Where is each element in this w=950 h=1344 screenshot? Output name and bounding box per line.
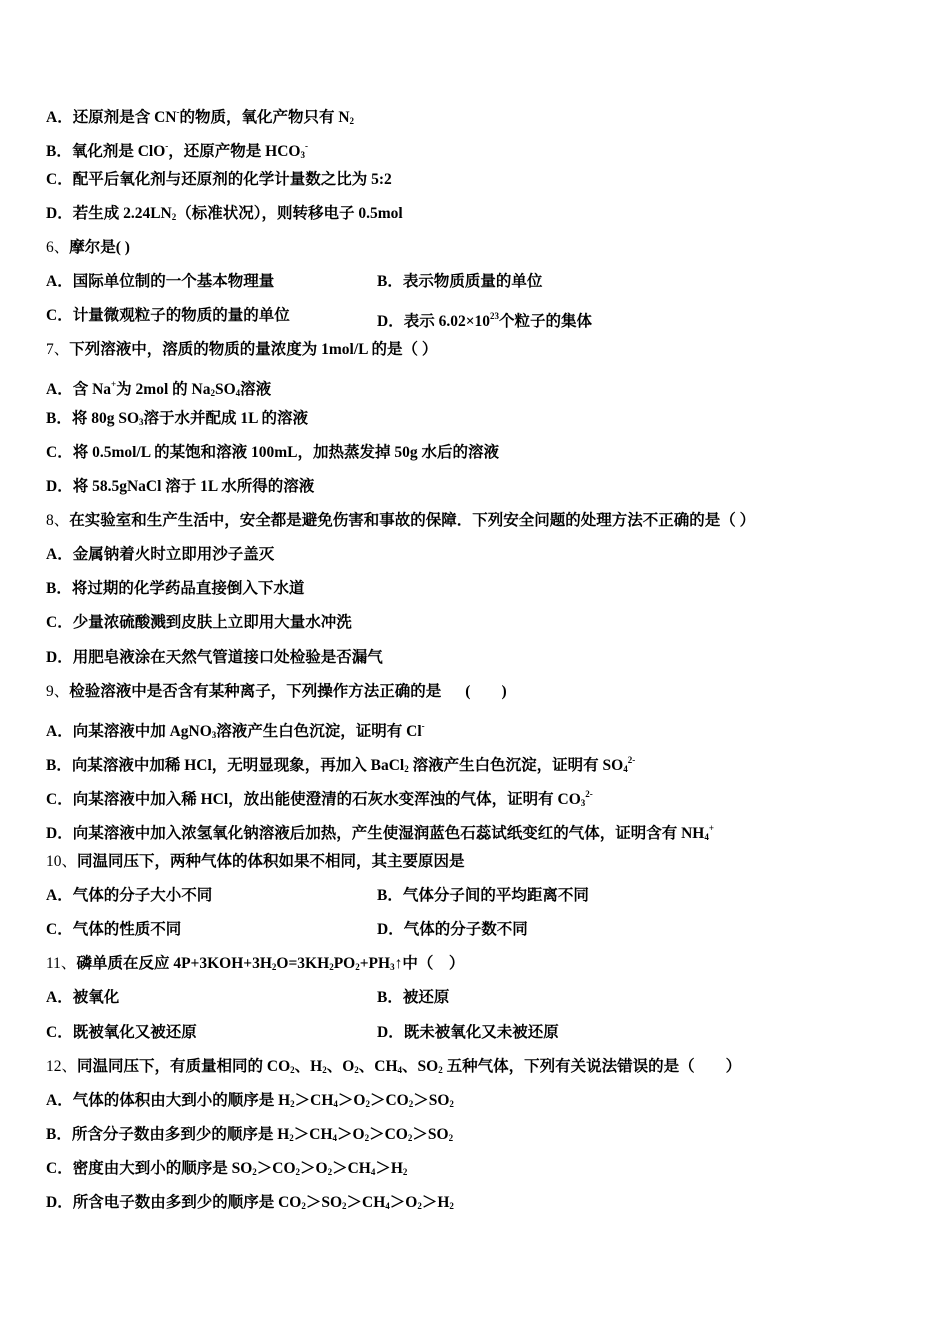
- text: 、CH: [358, 1058, 398, 1075]
- superscript: -: [304, 141, 308, 151]
- subscript: 2: [271, 962, 277, 972]
- text: D．向某溶液中加入浓氢氧化钠溶液后加热，产生使湿润蓝色石蕊试纸变红的气体，证明含有 NH: [46, 825, 705, 842]
- question-number: 8、: [46, 512, 70, 529]
- q9-option-d: [46, 818, 714, 847]
- superscript: 23: [490, 311, 500, 321]
- text: ＞CO: [256, 1160, 296, 1177]
- subscript: 4: [623, 764, 628, 774]
- text: B．将 80g SO: [46, 410, 140, 427]
- subscript: 4: [332, 1133, 338, 1143]
- text: ＞O: [300, 1160, 328, 1177]
- text: ＞CH: [294, 1092, 334, 1109]
- q5-option-b: [46, 136, 308, 165]
- subscript: 2: [408, 1099, 414, 1109]
- q7-option-b: [46, 409, 308, 432]
- text: A．气体的体积由大到小的顺序是 H: [46, 1092, 291, 1109]
- answer-bracket: ( ): [465, 683, 507, 700]
- text: ＞SO: [412, 1126, 449, 1143]
- text: 、O: [326, 1058, 355, 1075]
- text: B．向某溶液中加稀 HCl，无明显现象，再加入 BaCl: [46, 757, 405, 774]
- question-text: [76, 955, 464, 972]
- q5-option-c: C．配平后氧化剂与还原剂的化学计量数之比为 5:2: [46, 171, 392, 188]
- subscript: 2: [210, 388, 215, 398]
- subscript: 2: [171, 212, 177, 222]
- text: +PH: [359, 955, 391, 972]
- text: B．所含分子数由多到少的顺序是 H: [46, 1126, 290, 1143]
- text: ＞H: [375, 1160, 403, 1177]
- subscript: 2: [365, 1099, 370, 1109]
- q6-option-d: [377, 306, 592, 332]
- q11-option-c: C．既被氧化又被还原: [46, 1024, 197, 1041]
- text: ＞O: [389, 1194, 418, 1211]
- subscript: 2: [322, 1065, 327, 1075]
- q10-stem: [46, 852, 465, 872]
- subscript: 3: [390, 962, 395, 972]
- q12-option-c: [46, 1159, 407, 1182]
- text: 溶于水并配成 1L 的溶液: [143, 410, 308, 427]
- subscript: 2: [290, 1065, 295, 1075]
- subscript: 2: [327, 1167, 333, 1177]
- subscript: 4: [370, 1167, 376, 1177]
- text: ＞CH: [293, 1126, 333, 1143]
- text: ＞CO: [369, 1126, 408, 1143]
- q12-option-b: [46, 1125, 453, 1148]
- subscript: 2: [252, 1167, 257, 1177]
- subscript: 4: [235, 388, 241, 398]
- q11-stem: [46, 954, 464, 977]
- subscript: 2: [355, 962, 360, 972]
- subscript: 2: [448, 1133, 454, 1143]
- q11-option-b: B．被还原: [377, 989, 450, 1006]
- q8-option-a: A．金属钠着火时立即用沙子盖灭: [46, 546, 275, 563]
- text: 溶液产生白色沉淀，证明有 Cl: [216, 723, 422, 740]
- question-text: 同温同压下，两种气体的体积如果不相同，其主要原因是: [77, 853, 465, 870]
- text: A．还原剂是含 CN: [46, 109, 177, 126]
- q6-option-a: A．国际单位制的一个基本物理量: [46, 273, 275, 290]
- subscript: 2: [364, 1133, 370, 1143]
- subscript: 2: [289, 1133, 294, 1143]
- text: ↑中（ ）: [394, 955, 465, 972]
- text: 的物质，氧化产物只有 N: [179, 109, 350, 126]
- subscript: 3: [139, 417, 144, 427]
- question-number: 11、: [46, 955, 77, 972]
- q10-option-b: B．气体分子间的平均距离不同: [377, 887, 589, 904]
- text: ，还原产物是 HCO: [168, 143, 301, 160]
- subscript: 2: [404, 764, 409, 774]
- subscript: 2: [301, 1201, 306, 1211]
- text: D．所含电子数由多到少的顺序是 CO: [46, 1194, 302, 1211]
- superscript: -: [421, 721, 425, 731]
- text: A．向某溶液中加 AgNO: [46, 723, 212, 740]
- q8-stem: [46, 511, 755, 531]
- subscript: 2: [438, 1065, 443, 1075]
- q10-option-d: D．气体的分子数不同: [377, 921, 528, 938]
- superscript: +: [111, 379, 117, 389]
- question-number: 10、: [46, 853, 78, 870]
- subscript: 3: [580, 798, 586, 808]
- question-text: [77, 1058, 741, 1075]
- subscript: 2: [329, 962, 334, 972]
- text: 同温同压下，有质量相同的 CO: [77, 1058, 291, 1075]
- text: 、H: [294, 1058, 323, 1075]
- question-text: 摩尔是( ): [69, 239, 130, 256]
- subscript: 4: [704, 832, 709, 842]
- question-number: 7、: [46, 341, 70, 358]
- superscript: 2-: [585, 789, 593, 799]
- q10-option-a: A．气体的分子大小不同: [46, 887, 213, 904]
- text: ＞CH: [332, 1160, 371, 1177]
- q7-option-a: [46, 374, 271, 403]
- text: O=3KH: [276, 955, 330, 972]
- text: 、SO: [402, 1058, 439, 1075]
- q9-option-c: [46, 784, 593, 813]
- superscript: 2-: [627, 755, 636, 765]
- text: D．若生成 2.24LN: [46, 205, 172, 222]
- subscript: 2: [417, 1201, 422, 1211]
- text: C．密度由大到小的顺序是 SO: [46, 1160, 253, 1177]
- q7-stem: [46, 340, 437, 360]
- q5-option-a: [46, 102, 354, 131]
- superscript: -: [165, 141, 169, 151]
- superscript: -: [176, 107, 180, 117]
- q10-option-c: C．气体的性质不同: [46, 921, 182, 938]
- q7-option-d: D．将 58.5gNaCl 溶于 1L 水所得的溶液: [46, 478, 315, 495]
- q6-stem: [46, 238, 130, 258]
- subscript: 3: [300, 150, 305, 160]
- question-number: 9、: [46, 683, 70, 700]
- question-text: 在实验室和生产生活中，安全都是避免伤害和事故的保障．下列安全问题的处理方法不正确的是（ ）: [69, 512, 756, 529]
- subscript: 2: [295, 1167, 301, 1177]
- text: D．表示 6.02×10: [377, 313, 491, 330]
- q6-option-c: C．计量微观粒子的物质的量的单位: [46, 307, 290, 324]
- text: 溶液产生白色沉淀，证明有 SO: [408, 757, 624, 774]
- text: B．氧化剂是 ClO: [46, 143, 166, 160]
- subscript: 2: [449, 1201, 454, 1211]
- superscript: +: [708, 823, 714, 833]
- subscript: 4: [385, 1201, 390, 1211]
- q12-stem: [46, 1057, 741, 1080]
- text: PO: [333, 955, 356, 972]
- q11-option-d: D．既未被氧化又未被还原: [377, 1024, 559, 1041]
- text: 磷单质在反应 4P+3KOH+3H: [76, 955, 272, 972]
- q12-option-a: [46, 1091, 454, 1114]
- q9-option-b: [46, 750, 635, 779]
- text: ＞CH: [346, 1194, 386, 1211]
- q8-option-d: D．用肥皂液涂在天然气管道接口处检验是否漏气: [46, 649, 383, 666]
- subscript: 3: [211, 730, 217, 740]
- text: 为 2mol 的 Na: [116, 381, 211, 398]
- subscript: 2: [290, 1099, 295, 1109]
- subscript: 4: [333, 1099, 338, 1109]
- q5-option-d: [46, 204, 403, 227]
- subscript: 2: [449, 1099, 454, 1109]
- q8-option-c: C．少量浓硫酸溅到皮肤上立即用大量水冲洗: [46, 614, 352, 631]
- text: ＞CO: [369, 1092, 409, 1109]
- subscript: 2: [407, 1133, 413, 1143]
- subscript: 2: [402, 1167, 408, 1177]
- text: C．向某溶液中加入稀 HCl，放出能使澄清的石灰水变浑浊的气体，证明有 CO: [46, 791, 581, 808]
- text: （标准状况），则转移电子 0.5mol: [176, 205, 403, 222]
- subscript: 4: [397, 1065, 403, 1075]
- text: ＞SO: [413, 1092, 450, 1109]
- question-number: 12、: [46, 1058, 78, 1075]
- text: ＞H: [421, 1194, 450, 1211]
- text: A．含 Na: [46, 381, 112, 398]
- subscript: 2: [349, 116, 355, 126]
- q6-option-b: B．表示物质质量的单位: [377, 273, 543, 290]
- text: 个粒子的集体: [499, 313, 593, 330]
- q9-stem: [46, 682, 507, 702]
- q7-option-c: C．将 0.5mol/L 的某饱和溶液 100mL，加热蒸发掉 50g 水后的溶液: [46, 444, 499, 461]
- text: 五种气体，下列有关说法错误的是（ ）: [442, 1058, 742, 1075]
- subscript: 2: [354, 1065, 359, 1075]
- text: ＞SO: [305, 1194, 343, 1211]
- text: ＞O: [337, 1126, 365, 1143]
- q12-option-d: [46, 1193, 454, 1216]
- text: 溶液: [240, 381, 272, 398]
- q11-option-a: A．被氧化: [46, 989, 120, 1006]
- text: SO: [214, 381, 236, 398]
- q9-option-a: [46, 716, 425, 745]
- question-number: 6、: [46, 239, 70, 256]
- question-text: 下列溶液中，溶质的物质的量浓度为 1mol/L 的是（ ）: [69, 341, 438, 358]
- subscript: 2: [342, 1201, 347, 1211]
- question-text: 检验溶液中是否含有某种离子，下列操作方法正确的是: [69, 683, 442, 700]
- q8-option-b: B．将过期的化学药品直接倒入下水道: [46, 580, 305, 597]
- text: ＞O: [337, 1092, 366, 1109]
